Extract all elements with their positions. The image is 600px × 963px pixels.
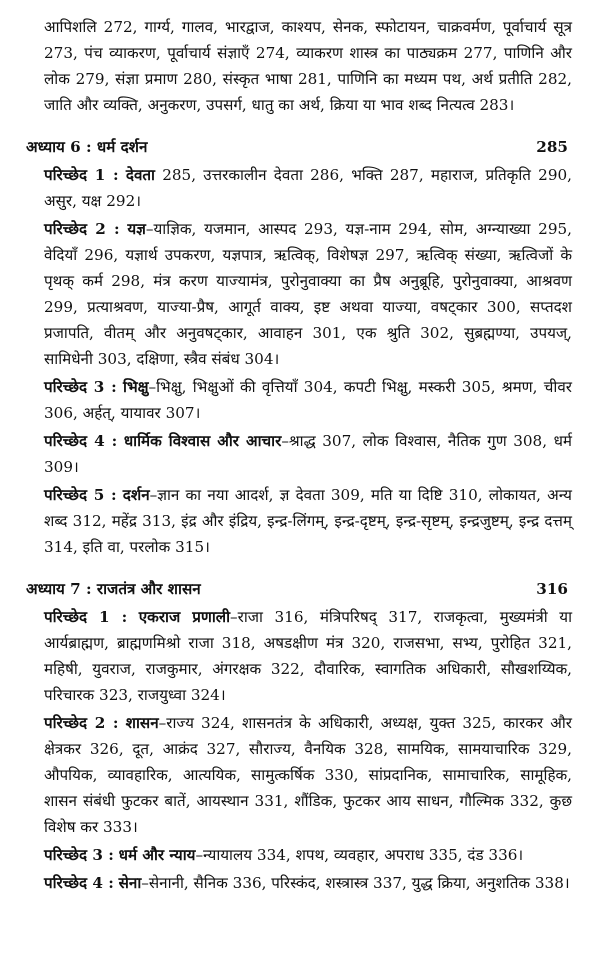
chapter-title: अध्याय 6 : धर्म दर्शन <box>26 138 148 156</box>
section-entry <box>26 604 572 708</box>
section-text: –न्यायालय 334, शपथ, व्यवहार, अपराध 335, दंड 336। <box>195 846 524 864</box>
section-title: एकराज प्रणाली <box>138 608 231 626</box>
section-text: –सेनानी, सैनिक 336, परिस्कंद, शस्त्रास्त्र 337, युद्ध क्रिया, अनुशतिक 338। <box>141 874 570 892</box>
chapter-title: अध्याय 7 : राजतंत्र और शासन <box>26 580 201 598</box>
section-entry <box>26 842 572 868</box>
section-text: 285, उत्तरकालीन देवता 286, भक्ति 287, महाराज, प्रतिकृति 290, असुर, यक्ष 292। <box>44 166 572 210</box>
section-text: –ज्ञान का नया आदर्श, ज्ञ देवता 309, मति या दिष्टि 310, लोकायत, अन्य शब्द 312, महेंद्र 313, इंद्र और इंद्रिय, इन्द्र-लिंगम्, इन्द्र-दृष्टम्, इन्द्र-सृष्टम्, इन्द्रजुष्टम्, इन्द्र दत्तम् 314, इति वा, परलोक 315। <box>44 486 572 556</box>
section-entry <box>26 428 572 480</box>
section-text: –राजा 316, मंत्रिपरिषद् 317, राजकृत्वा, मुख्यमंत्री या आर्यब्राह्मण, ब्राह्मणमिश्रो राजा 318, अषडक्षीण मंत्र 320, राजसभा, सभ्य, पुरोहित 321, महिषी, युवराज, राजकुमार, अंगरक्षक 322, दौवारिक, स्वागतिक अधिकारी, सौखशय्यिक, परिचारक 323, राजयुध्वा 324। <box>44 608 573 704</box>
section-title: भिक्षु <box>123 378 149 396</box>
section-entry <box>26 870 572 896</box>
section-text: –राज्य 324, शासनतंत्र के अधिकारी, अध्यक्ष, युक्त 325, कारकर और क्षेत्रकर 326, दूत, आक्रंद 327, सौराज्य, वैनयिक 328, सामयिक, सामयाचारिक 329, औपयिक, व्यावहारिक, आत्ययिक, सामुत्कर्षिक 330, सांप्रदानिक, सामाचारिक, सामूहिक, शासन संबंधी फुटकर बातें, आयस्थान 331, शौंडिक, फुटकर आय साधन, गौल्मिक 332, कुछ विशेष कर 333। <box>44 714 572 836</box>
section-entry <box>26 710 572 840</box>
section-title: सेना <box>118 874 142 892</box>
section-text: –श्राद्ध 307, लोक विश्वास, नैतिक गुण 308, धर्म 309। <box>44 432 572 476</box>
section-number: परिच्छेद 4 : <box>44 874 114 892</box>
chapter-page-number: 285 <box>536 138 568 156</box>
chapter-heading <box>26 576 572 602</box>
section-title: धर्म और न्याय <box>118 846 196 864</box>
section-number: परिच्छेद 3 : <box>44 846 114 864</box>
section-number: परिच्छेद 2 : <box>44 714 119 732</box>
section-entry <box>26 216 572 372</box>
intro-paragraph: आपिशलि 272, गार्ग्य, गालव, भारद्वाज, काश्यप, सेनक, स्फोटायन, चाक्रवर्मण, पूर्वाचार्य सूत्र 273, पंच व्याकरण, पूर्वाचार्य संज्ञाएँ 274, व्याकरण शास्त्र का पाठ्यक्रम 277, पाणिनि और लोक 279, संज्ञा प्रमाण 280, संस्कृत भाषा 281, पाणिनि का मध्यम पथ, अर्थ प्रतीति 282, जाति और व्यक्ति, अनुकरण, उपसर्ग, धातु का अर्थ, क्रिया या भाव शब्द नित्यत्व 283। <box>44 18 572 114</box>
section-title: यज्ञ <box>127 220 146 238</box>
section-title: धार्मिक विश्वास और आचार <box>123 432 282 450</box>
section-number: परिच्छेद 2 : <box>44 220 120 238</box>
chapter-heading <box>26 134 572 160</box>
chapter-page-number: 316 <box>536 580 568 598</box>
section-number: परिच्छेद 3 : <box>44 378 117 396</box>
section-text: –याज्ञिक, यजमान, आस्पद 293, यज्ञ-नाम 294, सोम, अग्न्याख्या 295, वेदियाँ 296, यज्ञार्थ उपकरण, यज्ञपात्र, ऋत्विक्, विशेषज्ञ 297, ऋत्विक् संख्या, ऋत्विजों के पृथक् कर्म 298, मंत्र करण याज्यामंत्र, पुरोनुवाक्या का प्रैष अनुब्रूहि, पुरोनुवाक्या, आश्रवण 299, प्रत्याश्रवण, याज्या-प्रैष, आगूर्त वाक्य, इष्ट अथवा याज्या, वषट्कार 300, सप्तदश प्रजापति, वीतम् और अनुवषट्कार, आवाहन 301, एक श्रुति 302, सुब्रह्मण्या, उपयज्, सामिधेनी 303, दक्षिणा, स्त्रैव संबंध 304। <box>44 220 572 368</box>
section-title: दर्शन <box>122 486 150 504</box>
section-number: परिच्छेद 4 : <box>44 432 118 450</box>
section-entry <box>26 162 572 214</box>
section-entry <box>26 374 572 426</box>
section-number: परिच्छेद 1 : <box>44 608 128 626</box>
section-entry <box>26 482 572 560</box>
section-title: देवता <box>125 166 155 184</box>
section-number: परिच्छेद 1 : <box>44 166 119 184</box>
section-number: परिच्छेद 5 : <box>44 486 117 504</box>
section-title: शासन <box>125 714 159 732</box>
section-text: –भिक्षु, भिक्षुओं की वृत्तियाँ 304, कपटी भिक्षु, मस्करी 305, श्रमण, चीवर 306, अर्हत्, यायावर 307। <box>44 378 572 422</box>
